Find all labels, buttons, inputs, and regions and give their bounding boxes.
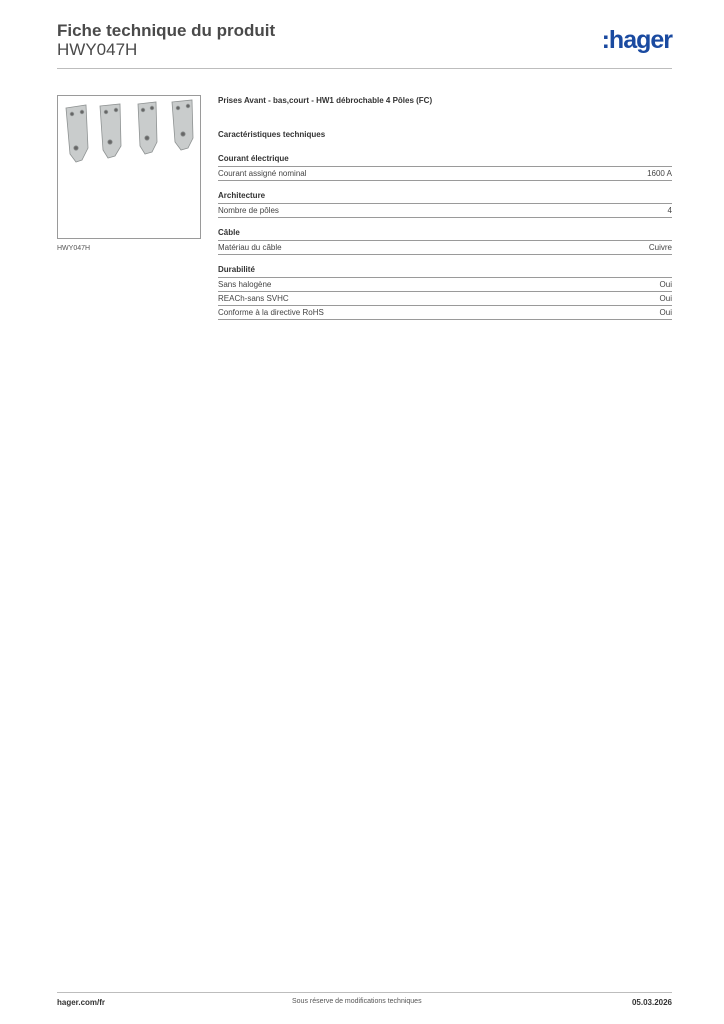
spec-value: Oui	[659, 308, 672, 317]
spec-group-heading: Durabilité	[218, 265, 672, 278]
footer-disclaimer: Sous réserve de modifications techniques	[292, 998, 422, 1005]
spec-value: Cuivre	[648, 243, 672, 252]
spec-value: Oui	[659, 294, 672, 303]
spec-label: Conforme à la directive RoHS	[218, 308, 324, 317]
spec-row	[218, 306, 672, 320]
spec-group-heading: Architecture	[218, 191, 672, 204]
spec-group-heading: Courant électrique	[218, 154, 672, 167]
spec-group-cable	[218, 228, 672, 255]
spec-value: Oui	[659, 280, 672, 289]
footer-website: hager.com/fr	[57, 998, 106, 1007]
spec-label: Courant assigné nominal	[218, 169, 307, 178]
spec-label: REACh-sans SVHC	[218, 294, 289, 303]
header-divider	[57, 68, 672, 69]
product-image	[57, 95, 201, 239]
footer-date: 05.03.2026	[631, 998, 672, 1007]
spec-group-durability	[218, 265, 672, 320]
image-caption: HWY047H	[57, 245, 91, 252]
spec-label: Nombre de pôles	[218, 206, 279, 215]
spec-row	[218, 241, 672, 255]
product-name: Prises Avant - bas,court - HW1 débrochable 4 Pôles (FC)	[218, 96, 433, 105]
spec-row	[218, 167, 672, 181]
spec-label: Matériau du câble	[218, 243, 282, 252]
hager-logo: :hager	[601, 26, 672, 54]
spec-label: Sans halogène	[218, 280, 272, 289]
spec-value: 1600 A	[647, 169, 672, 178]
spec-group-electrical	[218, 154, 672, 181]
spec-row	[218, 204, 672, 218]
product-details	[218, 96, 672, 320]
spec-row	[218, 278, 672, 292]
spec-value: 4	[667, 206, 672, 215]
spec-group-architecture	[218, 191, 672, 218]
spec-group-heading: Câble	[218, 228, 672, 241]
spec-row	[218, 292, 672, 306]
characteristics-heading: Caractéristiques techniques	[218, 130, 326, 139]
footer-divider	[57, 992, 672, 993]
terminal-plates-image	[58, 96, 200, 238]
product-code: HWY047H	[57, 40, 138, 59]
page-title: Fiche technique du produit	[57, 21, 276, 40]
